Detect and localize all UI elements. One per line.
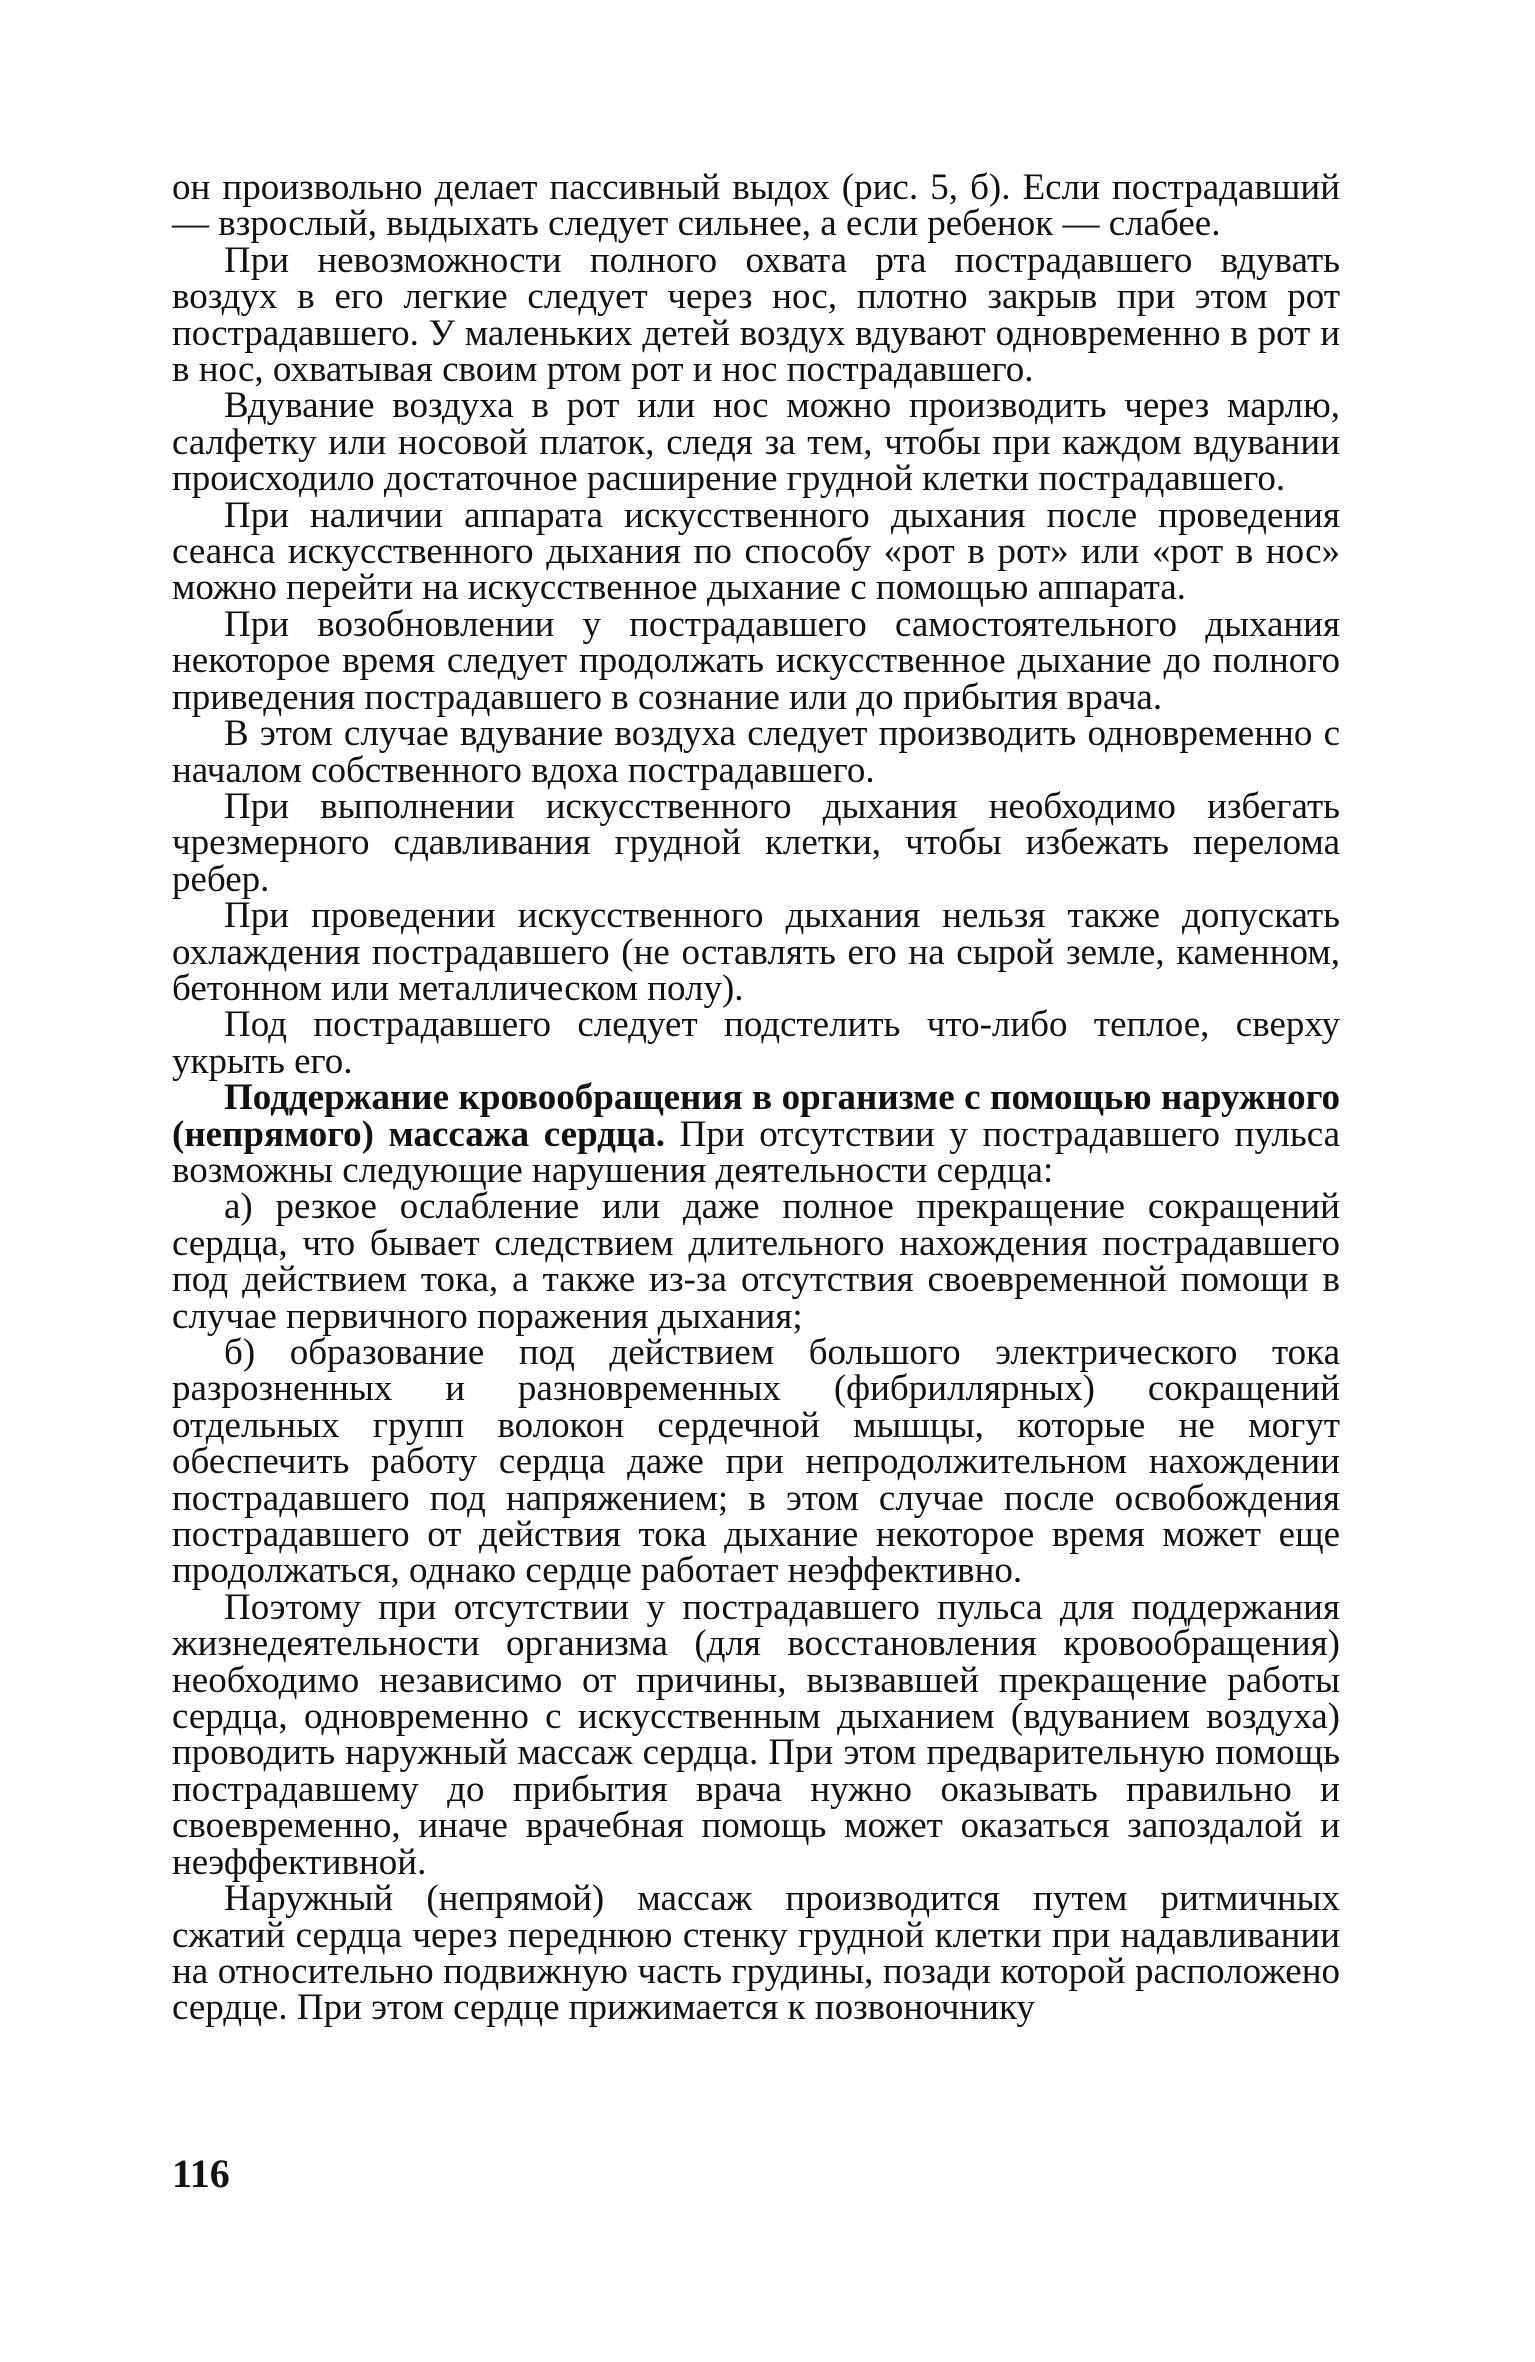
paragraph: Поэтому при отсутствии у пострадавшего пульса для поддержания жизнедеятельности организма (для восстановления кровообращения) необходимо независимо от причины, вызвавшей прекращение работы сердца, одновременно с искусственным дыханием (вдуванием воздуха) проводить наружный массаж сердца. При этом предварительную помощь пострадавшему до прибытия врача нужно оказывать правильно и своевременно, иначе врачебная помощь может оказаться запоздалой и неэффективной. bbox=[172, 1586, 1340, 1883]
page-number: 116 bbox=[172, 2151, 230, 2196]
paragraph: а) резкое ослабление или даже полное прекращение сокращений сердца, что бывает следствием длительного нахождения пострадавшего под действием тока, а также из-за отсутствия своевременной помощи в случае первичного поражения дыхания; bbox=[172, 1186, 1340, 1337]
paragraph: Под пострадавшего следует подстелить что-либо теплое, сверху укрыть его. bbox=[172, 1004, 1340, 1082]
paragraph: При невозможности полного охвата рта пострадавшего вдувать воздух в его легкие следует через нос, плотно закрыв при этом рот пострадавшего. У маленьких детей воздух вдувают одновременно в рот и в нос, охватывая своим ртом рот и нос пострадавшего. bbox=[172, 239, 1340, 391]
paragraph: В этом случае вдувание воздуха следует производить одновременно с началом собственного вдоха пострадавшего. bbox=[172, 713, 1340, 791]
section-lead: При отсутствии у пострадавшего пульса возможны следующие нарушения деятельности сердца: bbox=[172, 1113, 1340, 1191]
paragraph: При выполнении искусственного дыхания необходимо избегать чрезмерного сдавливания грудной клетки, чтобы избежать перелома ребер. bbox=[172, 785, 1340, 900]
paragraph: При наличии аппарата искусственного дыхания после проведения сеанса искусственного дыхания по способу «рот в рот» или «рот в нос» можно перейти на искусственное дыхание с помощью аппарата. bbox=[172, 494, 1340, 609]
paragraph: При возобновлении у пострадавшего самостоятельного дыхания некоторое время следует продолжать искусственное дыхание до полного приведения пострадавшего в сознание или до прибытия врача. bbox=[172, 603, 1340, 718]
paragraph: Наружный (непрямой) массаж производится путем ритмичных сжатий сердца через переднюю стенку грудной клетки при надавливании на относительно подвижную часть грудины, позади которой расположено сердце. При этом сердце прижимается к позвоночнику bbox=[172, 1878, 1340, 2029]
section-paragraph bbox=[172, 1077, 1340, 1191]
paragraph: При проведении искусственного дыхания нельзя также допускать охлаждения пострадавшего (не оставлять его на сырой земле, каменном, бетонном или металлическом полу). bbox=[172, 895, 1340, 1009]
paragraph: Вдувание воздуха в рот или нос можно производить через марлю, салфетку или носовой платок, следя за тем, чтобы при каждом вдувании происходило достаточное расширение грудной клетки пострадавшего. bbox=[172, 385, 1340, 500]
page-body bbox=[172, 167, 1340, 2029]
paragraph: б) образование под действием большого электрического тока разрозненных и разновременных (фибриллярных) сокращений отдельных групп волокон сердечной мышцы, которые не могут обеспечить работу сердца даже при непродолжительном нахождении пострадавшего под напряжением; в этом случае после освобождения пострадавшего от действия тока дыхание некоторое время может еще продолжаться, однако сердце работает неэффективно. bbox=[172, 1332, 1340, 1592]
paragraph: он произвольно делает пассивный выдох (рис. 5, б). Если пострадавший — взрослый, выдыхать следует сильнее, а если ребенок — слабее. bbox=[172, 167, 1340, 245]
section-heading: Поддержание кровообращения в организме с помощью наружного (непрямого) массажа сердца. bbox=[172, 1077, 1340, 1155]
